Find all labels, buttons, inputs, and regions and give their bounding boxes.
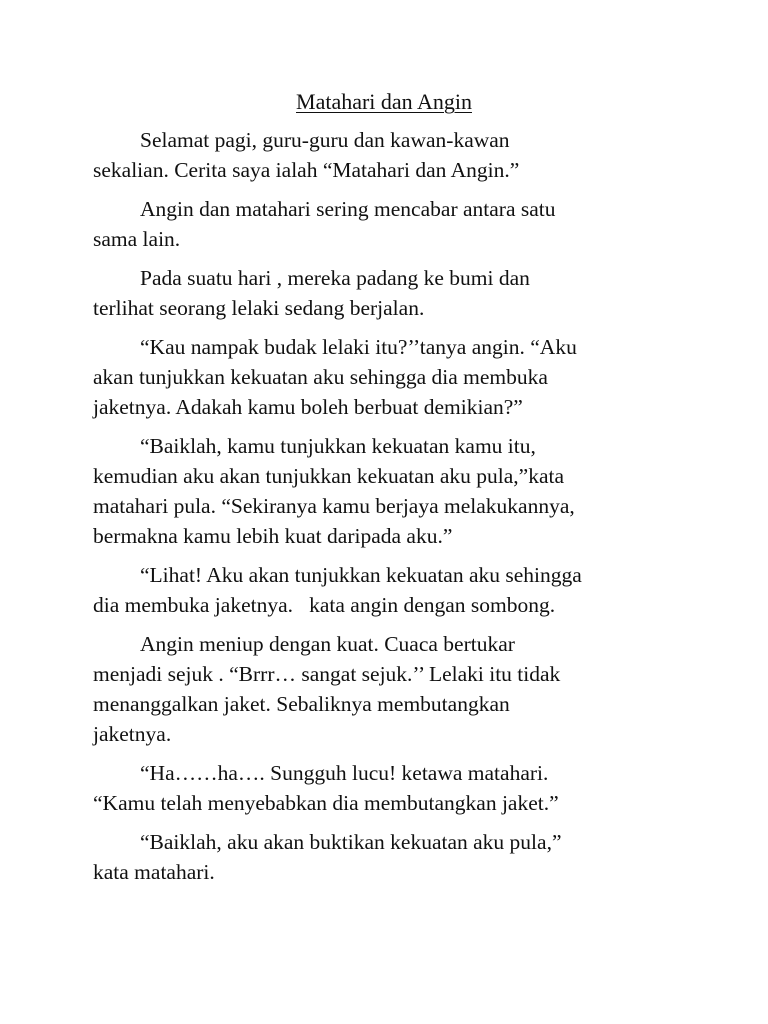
document-title: Matahari dan Angin xyxy=(296,89,472,114)
paragraph xyxy=(93,332,683,422)
text-line: bermakna kamu lebih kuat daripada aku.” xyxy=(93,524,453,548)
text-line: akan tunjukkan kekuatan aku sehingga dia membuka xyxy=(93,365,548,389)
paragraph xyxy=(93,125,683,185)
text-line: “Ha……ha…. Sungguh lucu! ketawa matahari. xyxy=(140,761,549,785)
text-line: “Kamu telah menyebabkan dia membutangkan jaket.” xyxy=(93,791,559,815)
paragraph xyxy=(93,560,683,620)
text-line: menjadi sejuk . “Brrr… sangat sejuk.’’ Lelaki itu tidak xyxy=(93,662,561,686)
text-line: “Baiklah, aku akan buktikan kekuatan aku pula,” xyxy=(140,830,562,854)
paragraph xyxy=(93,431,683,551)
text-line: menanggalkan jaket. Sebaliknya membutangkan xyxy=(93,692,510,716)
paragraph xyxy=(93,263,683,323)
text-line: jaketnya. Adakah kamu boleh berbuat demikian?” xyxy=(93,395,523,419)
paragraph xyxy=(93,629,683,749)
text-line: “Lihat! Aku akan tunjukkan kekuatan aku sehingga xyxy=(140,563,582,587)
text-line: jaketnya. xyxy=(93,722,172,746)
paragraph xyxy=(93,758,683,818)
paragraph xyxy=(93,827,683,887)
document-body xyxy=(93,125,683,896)
text-line: Pada suatu hari , mereka padang ke bumi dan xyxy=(140,266,530,290)
text-line: “Baiklah, kamu tunjukkan kekuatan kamu itu, xyxy=(140,434,536,458)
text-line: matahari pula. “Sekiranya kamu berjaya melakukannya, xyxy=(93,494,575,518)
paragraph xyxy=(93,194,683,254)
text-line: sama lain. xyxy=(93,227,181,251)
text-line: “Kau nampak budak lelaki itu?’’tanya angin. “Aku xyxy=(140,335,577,359)
text-line: kata matahari. xyxy=(93,860,215,884)
text-line: kemudian aku akan tunjukkan kekuatan aku pula,”kata xyxy=(93,464,565,488)
text-line: dia membuka jaketnya. kata angin dengan sombong. xyxy=(93,593,556,617)
text-line: Angin dan matahari sering mencabar antara satu xyxy=(140,197,556,221)
text-line: Angin meniup dengan kuat. Cuaca bertukar xyxy=(140,632,515,656)
text-line: terlihat seorang lelaki sedang berjalan. xyxy=(93,296,425,320)
text-line: sekalian. Cerita saya ialah “Matahari dan Angin.” xyxy=(93,158,520,182)
text-line: Selamat pagi, guru-guru dan kawan-kawan xyxy=(140,128,510,152)
